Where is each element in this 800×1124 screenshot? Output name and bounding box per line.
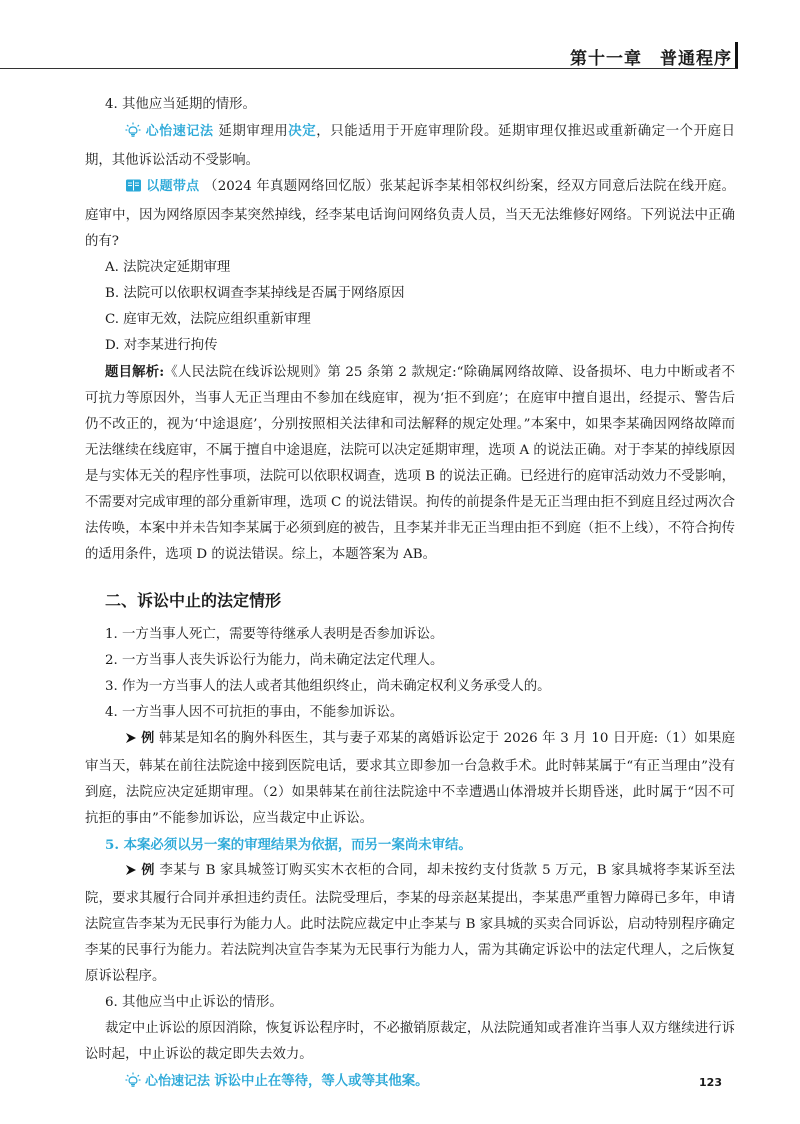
chapter-number: 第十一章 [570,49,642,69]
item-4: 4. 一方当事人因不可抗拒的事由，不能参加诉讼。 [105,705,404,720]
memo-text-a: 延期审理用 [218,124,289,139]
book-icon [105,177,142,203]
item-5: 5. 本案必须以另一案的审理结果为依据，而另一案尚未审结。 [105,837,472,853]
memo-tip-1 [85,118,735,174]
analysis-block [85,359,735,568]
analysis-text: 《人民法院在线诉讼规则》第 25 条第 2 款规定:“除确属网络故障、设备损坏、电力中断或者不可抗力等原因外，当事人无正当理由不参加在线庭审，视为‘拒不到庭’；在庭审中擅自退出，经提示、警告后仍不改正的，视为‘中途退庭’，分别按照相关法律和司法解释的规定处理。”本案中，如果李某确因网络故障而无法继续在线庭审，不属于擅自中途退庭，法院可以决定延期审理，选项 A 的说法正确。对于李某的掉线原因是与实体无关的程序性事项，法院可以依职权调查，选项 B 的说法正确。已经进行的庭审活动效力不受影响，不需要对完成审理的部分重新审理，选项 C 的说法错误。拘传的前提条件是无正当理由拒不到庭且经过两次合法传唤，本案中并未告知李某属于必须到庭的被告，且李某并非无正当理由拒不到庭（拒不上线），不符合拘传的适用条件，选项 D 的说法错误。综上，本题答案为 AB。 [85,365,735,562]
question-block [85,174,735,255]
chapter-name: 普通程序 [660,49,732,69]
closing-paragraph: 裁定中止诉讼的原因消除，恢复诉讼程序时，不必撤销原裁定，从法院通知或者准许当事人双方继续进行诉讼时起，中止诉讼的裁定即失去效力。 [85,1021,735,1062]
question-text: （2024 年真题网络回忆版）张某起诉李某相邻权纠纷案，经双方同意后法院在线开庭。庭审中，因为网络原因李某突然掉线，经李某电话询问网络负责人员，当天无法维修好网络。下列说法中正确的有? [85,179,735,249]
lightbulb-icon [105,122,141,148]
item-3: 3. 作为一方当事人的法人或者其他组织终止，尚未确定权利义务承受人的。 [105,679,551,694]
example-2 [85,858,735,990]
arrow-icon [105,860,137,886]
example-label: 例 [141,731,155,746]
memo-label: 心怡速记法 [145,1074,211,1089]
analysis-label: 题目解析: [105,364,165,380]
header-bar [735,42,738,68]
memo-highlight: 决定 [288,123,317,139]
example-1 [85,726,735,832]
chapter-title [570,44,732,69]
item-1: 1. 一方当事人死亡，需要等待继承人表明是否参加诉讼。 [105,627,444,642]
arrow-icon [105,728,137,754]
memo-text-b: ，只能适用于开庭审理阶段。延期审理仅推迟或重新确定一个开庭日期，其他诉讼活动不受影响。 [85,124,736,168]
option-b: B. 法院可以依职权调查李某掉线是否属于网络原因 [105,286,405,301]
example-text: 李某与 B 家具城签订购买实木衣柜的合同，却未按约支付货款 5 万元，B 家具城将李某诉至法院，要求其履行合同并承担违约责任。法院受理后，李某的母亲赵某提出，李某患严重智力障碍已多年，申请法院宣告李某为无民事行为能力人。此时法院应裁定中止李某与 B 家具城的买卖合同诉讼，启动特别程序确定李某的民事行为能力。若法院判决宣告李某为无民事行为能力人，需为其确定诉讼中的法定代理人，之后恢复原诉讼程序。 [85,863,735,984]
page-content [85,92,735,1098]
lightbulb-icon [105,1072,141,1098]
item-4-delay: 4. 其他应当延期的情形。 [105,97,256,112]
item-6: 6. 其他应当中止诉讼的情形。 [105,995,283,1010]
page-number: 123 [699,1076,722,1089]
example-label: 例 [141,863,155,878]
option-a: A. 法院决定延期审理 [105,260,231,275]
page-header [0,0,800,72]
memo-label: 心怡速记法 [145,124,214,139]
memo-tip-2 [85,1068,735,1098]
section-title: 二、诉讼中止的法定情形 [105,591,282,610]
option-c: C. 庭审无效，法院应组织重新审理 [105,312,311,327]
question-label: 以题带点 [146,179,200,194]
option-d: D. 对李某进行拘传 [105,338,218,353]
example-text: 韩某是知名的胸外科医生，其与妻子邓某的离婚诉讼定于 2026 年 3 月 10 日开庭:（1）如果庭审当天，韩某在前往法院途中接到医院电话，要求其立即参加一台急救手术。此时韩某属于“有正当理由”没有到庭，法院应决定延期审理。（2）如果韩某在前往法院途中不幸遭遇山体滑坡并长期昏迷，此时属于“因不可抗拒的事由”不能参加诉讼，应当裁定中止诉讼。 [85,731,735,826]
memo-text: 诉讼中止在等待，等人或等其他案。 [214,1073,429,1089]
item-2: 2. 一方当事人丧失诉讼行为能力，尚未确定法定代理人。 [105,653,444,668]
